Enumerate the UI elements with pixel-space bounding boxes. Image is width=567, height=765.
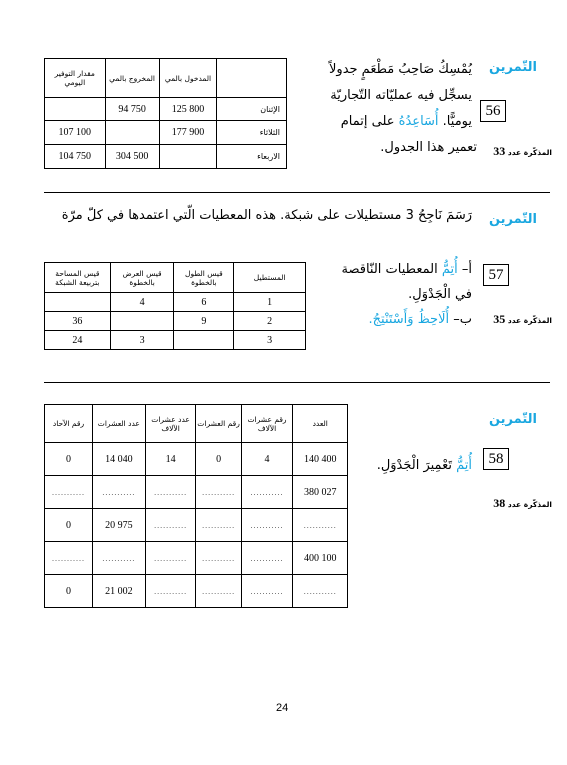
ex56-cell: 177 900 (159, 121, 217, 145)
ex58-instruction-line (332, 454, 472, 478)
ex57-title: التّمرين (488, 212, 537, 227)
ex58-blank-cell: ........... (145, 575, 196, 608)
ex58-blank-cell: ........... (93, 542, 146, 575)
ex58-blank-cell: ........... (293, 575, 348, 608)
ex57-part-a (302, 258, 472, 282)
ex57-cell: 6 (174, 293, 234, 312)
page-number: 24 (276, 702, 289, 714)
ex56-title: التّمرين (488, 60, 537, 75)
ex57-header: المستطيل (234, 263, 306, 293)
ex57-cell: 4 (110, 293, 174, 312)
ex56-day-label: الثلاثاء (217, 121, 287, 145)
ex57-cell: 24 (45, 331, 111, 350)
memo-number: 38 (493, 496, 506, 510)
ex57-part-a-instruction: أُتِمُّ (441, 262, 458, 277)
section-divider (44, 192, 550, 193)
ex58-blank-cell: ........... (241, 476, 293, 509)
ex57-intro: رَسَمَ نَاجِحُ 3 مستطيلات على شبكة. هذه المعطيات الّتي اعتمدها في كلّ مرّة (61, 208, 472, 223)
ex57-cell: 36 (45, 312, 111, 331)
ex58-blank-cell: ........... (293, 509, 348, 542)
memo-label: المذكّرة عدد (507, 316, 552, 325)
ex58-blank-cell: ........... (196, 542, 241, 575)
ex57-number-box: 57 (483, 264, 509, 286)
ex56-text: يوميًّا. (442, 114, 472, 129)
ex56-cell (45, 98, 106, 121)
ex58-cell: 0 (196, 443, 241, 476)
ex56-text-line-1: يُمْسِكُ صَاحِبُ مَطْعَمٍ جدولاً (329, 62, 472, 77)
ex57-cell: 9 (174, 312, 234, 331)
ex58-title: التّمرين (488, 412, 537, 427)
ex58-blank-cell: ........... (196, 476, 241, 509)
section-divider (44, 382, 550, 383)
ex56-text-line-3 (292, 110, 472, 134)
ex56-day-label: الاربعاء (217, 145, 287, 169)
ex58-blank-cell: ........... (241, 542, 293, 575)
ex58-blank-cell: ........... (93, 476, 146, 509)
ex56-text-line-2: يسجِّل فيه عمليّاته التّجاريّة (330, 88, 472, 103)
ex56-day-label: الإثنان (217, 98, 287, 121)
ex56-cell: 125 800 (159, 98, 217, 121)
ex56-instruction: أُسَاعِدُهُ (398, 114, 439, 129)
ex58-cell: 0 (45, 509, 93, 542)
ex58-blank-cell: ........... (196, 575, 241, 608)
ex56-table (44, 58, 287, 169)
ex57-header: قيس المساحة بتربيعة الشبكة (45, 263, 111, 293)
ex58-cell: 380 027 (293, 476, 348, 509)
memo-label: المذكّرة عدد (507, 148, 552, 157)
ex58-blank-cell: ........... (145, 509, 196, 542)
ex56-text: على إتمام (340, 114, 395, 129)
ex57-cell: 3 (110, 331, 174, 350)
ex58-blank-cell: ........... (45, 476, 93, 509)
ex58-cell: 4 (241, 443, 293, 476)
ex57-header: قيس الطول بالخطوة (174, 263, 234, 293)
ex57-part-b (302, 308, 472, 332)
ex57-cell (174, 331, 234, 350)
memo-label: المذكّرة عدد (507, 500, 552, 509)
ex58-instruction-text: تَعْمِيرَ الْجَدْوَلِ. (376, 458, 452, 473)
ex56-header: مقدار التوفير اليومي (45, 59, 106, 98)
ex58-blank-cell: ........... (45, 542, 93, 575)
ex58-header: رقم عشرات الآلاف (241, 405, 293, 443)
ex56-cell: 107 100 (45, 121, 106, 145)
ex57-part-a-text: المعطيات النّاقصة (341, 262, 438, 277)
ex58-blank-cell: ........... (241, 509, 293, 542)
ex58-header: عدد عشرات الآلاف (145, 405, 196, 443)
ex57-part-a-prefix: أ– (461, 262, 472, 277)
ex57-cell (45, 293, 111, 312)
ex56-cell (159, 145, 217, 169)
ex56-text-line-4: تعمير هذا الجدول. (380, 140, 477, 155)
ex57-cell: 2 (234, 312, 306, 331)
ex57-part-b-prefix: ب– (453, 312, 472, 327)
ex56-header: المخروج بالمي (105, 59, 159, 98)
ex57-part-a-line2: في الْجَدْوَلِ. (408, 287, 472, 302)
ex56-header (217, 59, 287, 98)
ex56-memo (493, 144, 552, 159)
ex56-cell: 94 750 (105, 98, 159, 121)
ex56-number-box: 56 (480, 100, 506, 122)
ex57-cell (110, 312, 174, 331)
memo-number: 33 (493, 144, 506, 158)
ex57-part-b-instruction: أُلَاحِظُ وَأَسْتَنْتِجُ. (368, 312, 450, 327)
ex58-cell: 14 040 (93, 443, 146, 476)
memo-number: 35 (493, 312, 506, 326)
ex56-cell: 104 750 (45, 145, 106, 169)
ex58-cell: 400 100 (293, 542, 348, 575)
ex57-memo (493, 312, 552, 327)
ex58-blank-cell: ........... (145, 476, 196, 509)
ex58-cell: 0 (45, 443, 93, 476)
ex58-cell: 0 (45, 575, 93, 608)
ex58-header: العدد (293, 405, 348, 443)
ex58-blank-cell: ........... (145, 542, 196, 575)
ex58-cell: 20 975 (93, 509, 146, 542)
ex58-instruction: أُتِمُّ (456, 458, 472, 473)
ex57-cell: 3 (234, 331, 306, 350)
ex58-header: عدد العشرات (93, 405, 146, 443)
ex58-memo (493, 496, 552, 511)
ex57-table (44, 262, 306, 350)
ex56-cell (105, 121, 159, 145)
ex58-cell: 14 (145, 443, 196, 476)
ex58-header: رقم الآحاد (45, 405, 93, 443)
ex58-cell: 140 400 (293, 443, 348, 476)
ex58-table (44, 404, 348, 608)
ex56-header: المدخول بالمي (159, 59, 217, 98)
ex58-blank-cell: ........... (196, 509, 241, 542)
ex56-cell: 304 500 (105, 145, 159, 169)
ex58-cell: 21 002 (93, 575, 146, 608)
ex58-header: رقم العشرات (196, 405, 241, 443)
ex58-number-box: 58 (483, 448, 509, 470)
ex57-cell: 1 (234, 293, 306, 312)
ex57-header: قيس العرض بالخطوة (110, 263, 174, 293)
ex58-blank-cell: ........... (241, 575, 293, 608)
